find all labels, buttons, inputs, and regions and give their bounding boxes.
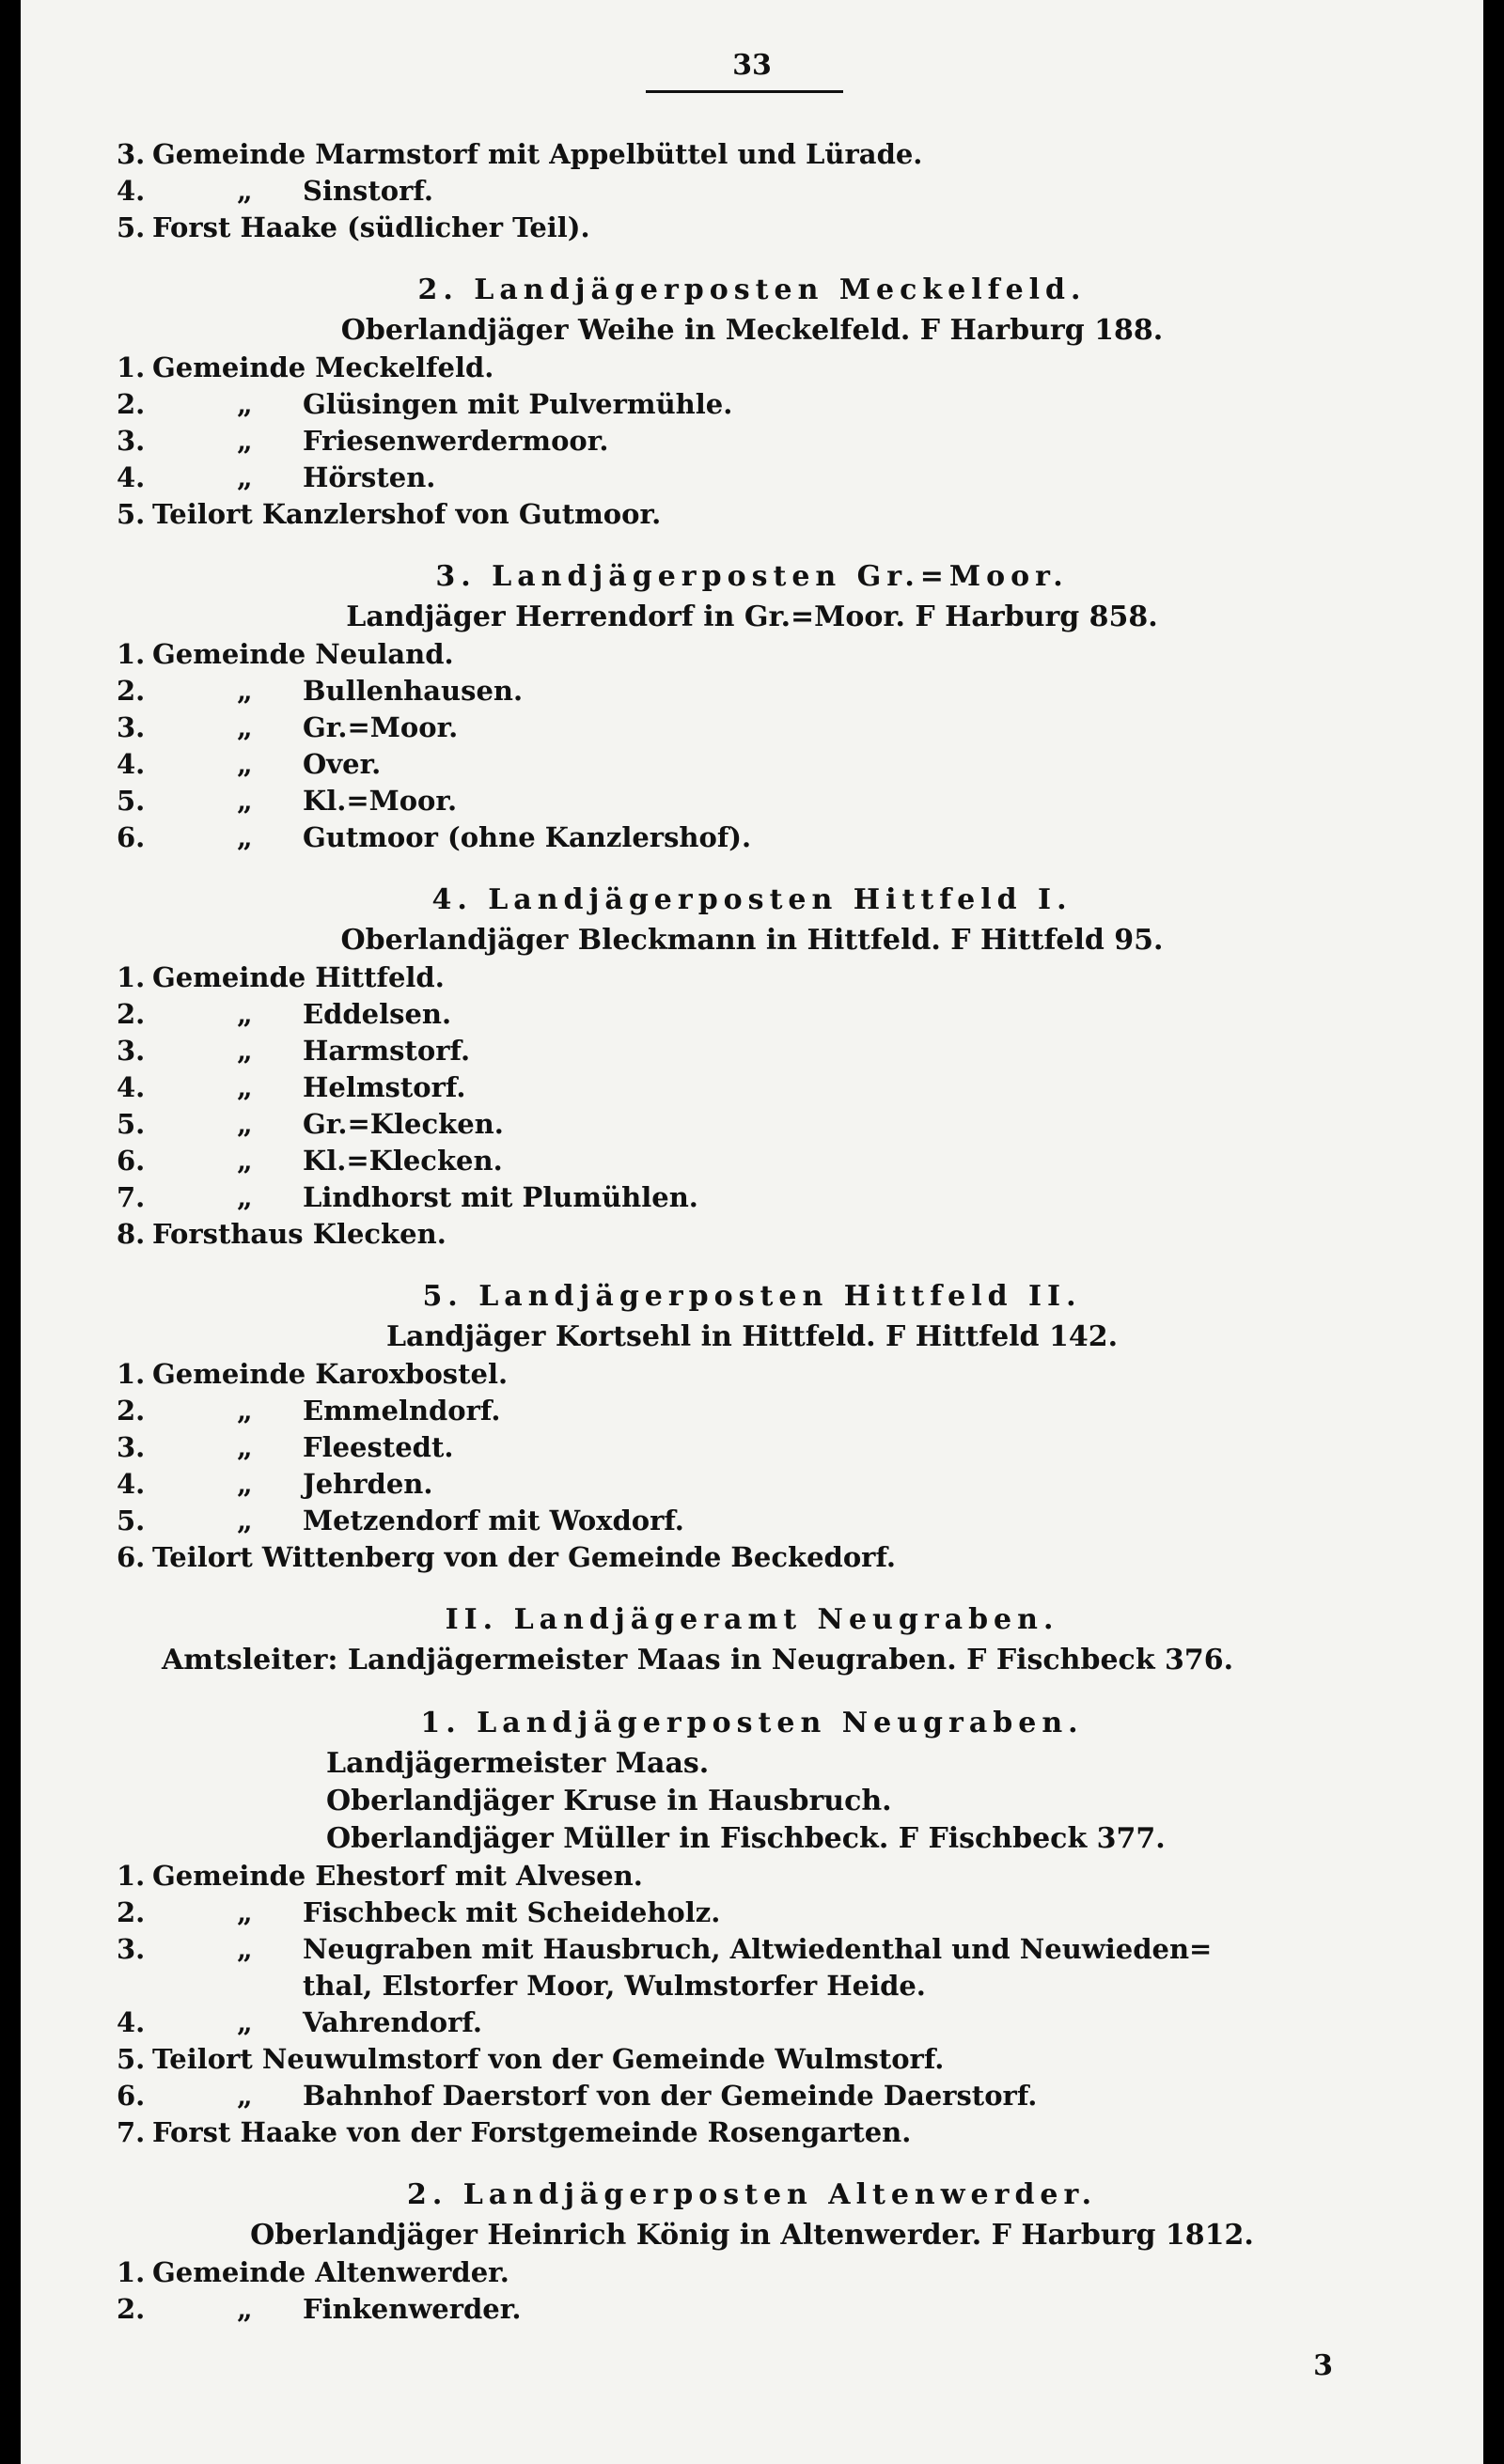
list-item (21, 460, 1483, 496)
ditto-mark: „ (237, 998, 253, 1030)
item-text: Gemeinde Marmstorf mit Appelbüttel und Lürade. (152, 138, 923, 170)
ditto-mark: „ (237, 675, 253, 707)
list-item (21, 2254, 1483, 2291)
item-text: Teilort Kanzlershof von Gutmoor. (152, 498, 662, 530)
item-text: thal, Elstorfer Moor, Wulmstorfer Heide. (303, 1970, 926, 2002)
post-section (21, 856, 1483, 1253)
item-number: 1. (117, 961, 146, 993)
ditto-mark: „ (237, 1896, 253, 1928)
ditto-mark: „ (237, 1505, 253, 1536)
page-number: 33 (732, 49, 772, 82)
signature-mark: 3 (1313, 2349, 1333, 2382)
list-item (21, 1033, 1483, 1069)
item-text: Gemeinde Meckelfeld. (152, 351, 494, 383)
list-item (21, 959, 1483, 996)
item-text: Lindhorst mit Plumühlen. (303, 1181, 698, 1213)
item-text: Finkenwerder. (303, 2293, 522, 2325)
ditto-mark: „ (237, 1145, 253, 1177)
list-item (21, 173, 1483, 210)
ditto-mark: „ (237, 1035, 253, 1067)
ditto-mark: „ (237, 1933, 253, 1965)
item-text: Bahnhof Daerstorf von der Gemeinde Daerstorf. (303, 2080, 1038, 2112)
item-text: Friesenwerdermoor. (303, 425, 609, 457)
item-number: 3. (117, 425, 146, 457)
ditto-mark: „ (237, 821, 253, 853)
item-number: 6. (117, 1145, 146, 1177)
post-section (21, 2151, 1483, 2328)
list-item (21, 996, 1483, 1033)
item-text: Helmstorf. (303, 1071, 466, 1103)
item-number: 5. (117, 1108, 146, 1140)
item-text: Gemeinde Altenwerder. (152, 2256, 509, 2288)
ditto-mark: „ (237, 461, 253, 493)
list-item (21, 1895, 1483, 1931)
item-text: Hörsten. (303, 461, 436, 493)
item-text: Fleestedt. (303, 1431, 454, 1463)
item-text: Vahrendorf. (303, 2006, 482, 2038)
section-items (21, 1858, 1483, 2151)
ditto-mark: „ (237, 388, 253, 420)
list-item (21, 496, 1483, 533)
item-number: 2. (117, 998, 146, 1030)
item-number: 1. (117, 1358, 146, 1390)
item-text: Gemeinde Karoxbostel. (152, 1358, 509, 1390)
section-spacer (21, 1576, 1483, 1589)
post-section (21, 1253, 1483, 1576)
post-section (21, 246, 1483, 533)
list-item (21, 819, 1483, 856)
list-item (21, 1393, 1483, 1429)
post-section (21, 1679, 1483, 2151)
ditto-mark: „ (237, 1395, 253, 1427)
section-title: 1. Landjägerposten Neugraben. (420, 1707, 1084, 1739)
list-item (21, 210, 1483, 246)
item-text: Kl.=Moor. (303, 785, 458, 817)
officer-line: Oberlandjäger Bleckmann in Hittfeld. F Hittfeld 95. (340, 924, 1164, 957)
list-item (21, 386, 1483, 423)
item-number: 5. (117, 2043, 146, 2075)
list-item (21, 1069, 1483, 1106)
item-text: Neugraben mit Hausbruch, Altwiedenthal und Neuwieden= (303, 1933, 1213, 1965)
list-item (21, 423, 1483, 460)
item-number: 2. (117, 2293, 146, 2325)
list-item (21, 350, 1483, 386)
list-item (21, 136, 1483, 173)
item-text: Bullenhausen. (303, 675, 524, 707)
item-text: Eddelsen. (303, 998, 452, 1030)
ditto-mark: „ (237, 1431, 253, 1463)
item-number: 6. (117, 821, 146, 853)
officer-line: Oberlandjäger Weihe in Meckelfeld. F Harburg 188. (340, 314, 1164, 347)
list-item (21, 1503, 1483, 1539)
item-number: 3. (117, 1035, 146, 1067)
section-title: 4. Landjägerposten Hittfeld I. (431, 883, 1073, 916)
list-item (21, 1143, 1483, 1179)
item-number: 4. (117, 748, 146, 780)
list-item (21, 1179, 1483, 1216)
item-number: 2. (117, 675, 146, 707)
item-text: Emmelndorf. (303, 1395, 501, 1427)
list-item (21, 1539, 1483, 1576)
list-item (21, 783, 1483, 819)
item-text: Forst Haake von der Forstgemeinde Rosengarten. (152, 2116, 912, 2148)
officer-line: Oberlandjäger Heinrich König in Altenwerder. F Harburg 1812. (250, 2219, 1254, 2252)
ditto-mark: „ (237, 711, 253, 743)
item-text: Teilort Neuwulmstorf von der Gemeinde Wulmstorf. (152, 2043, 945, 2075)
item-number: 4. (117, 1468, 146, 1500)
item-number: 4. (117, 1071, 146, 1103)
post-section (21, 533, 1483, 856)
ditto-mark: „ (237, 1468, 253, 1500)
item-number: 1. (117, 351, 146, 383)
document-body (21, 136, 1483, 2328)
item-number: 1. (117, 2256, 146, 2288)
officer-line: Landjägermeister Maas. (326, 1747, 710, 1780)
item-number: 7. (117, 2116, 146, 2148)
section-items (21, 636, 1483, 856)
item-number: 4. (117, 175, 146, 207)
list-item (21, 2004, 1483, 2041)
officer-line: Amtsleiter: Landjägermeister Maas in Neugraben. F Fischbeck 376. (162, 1644, 1234, 1676)
item-text: Harmstorf. (303, 1035, 471, 1067)
section-items (21, 2254, 1483, 2328)
post-section (21, 1576, 1483, 1679)
item-number: 2. (117, 1896, 146, 1928)
item-number: 3. (117, 1933, 146, 1965)
item-number: 1. (117, 638, 146, 670)
section-title: 2. Landjägerposten Altenwerder. (406, 2178, 1098, 2211)
section-title: II. Landjägeramt Neugraben. (445, 1603, 1059, 1636)
item-text: Forst Haake (südlicher Teil). (152, 211, 590, 243)
item-number: 7. (117, 1181, 146, 1213)
item-number: 3. (117, 138, 146, 170)
continued-list (21, 136, 1483, 246)
item-text: Sinstorf. (303, 175, 433, 207)
ditto-mark: „ (237, 2080, 253, 2112)
officer-line: Oberlandjäger Kruse in Hausbruch. (326, 1785, 892, 1817)
item-number: 5. (117, 1505, 146, 1536)
ditto-mark: „ (237, 175, 253, 207)
list-item (21, 1466, 1483, 1503)
item-number: 8. (117, 1218, 146, 1250)
officer-line: Landjäger Kortsehl in Hittfeld. F Hittfeld 142. (385, 1320, 1119, 1353)
item-text: Gemeinde Hittfeld. (152, 961, 445, 993)
item-text: Gr.=Klecken. (303, 1108, 504, 1140)
item-text: Fischbeck mit Scheideholz. (303, 1896, 721, 1928)
item-number: 2. (117, 388, 146, 420)
item-text: Gutmoor (ohne Kanzlershof). (303, 821, 752, 853)
list-item (21, 2114, 1483, 2151)
item-text: Kl.=Klecken. (303, 1145, 503, 1177)
item-number: 1. (117, 1860, 146, 1892)
list-item (21, 1356, 1483, 1393)
item-text: Metzendorf mit Woxdorf. (303, 1505, 684, 1536)
section-title: 5. Landjägerposten Hittfeld II. (422, 1280, 1082, 1313)
section-items (21, 350, 1483, 533)
section-items (21, 959, 1483, 1253)
header-rule (646, 90, 843, 93)
ditto-mark: „ (237, 1071, 253, 1103)
item-number: 4. (117, 461, 146, 493)
document-page (21, 0, 1483, 2464)
section-spacer (21, 246, 1483, 259)
list-item (21, 2291, 1483, 2328)
list-item (21, 1858, 1483, 1895)
section-list (21, 246, 1483, 2328)
section-spacer (21, 2151, 1483, 2164)
section-title: 3. Landjägerposten Gr.=Moor. (435, 560, 1069, 593)
list-item (21, 710, 1483, 746)
list-item (21, 1216, 1483, 1253)
ditto-mark: „ (237, 2006, 253, 2038)
item-number: 5. (117, 785, 146, 817)
officer-line: Oberlandjäger Müller in Fischbeck. F Fischbeck 377. (326, 1822, 1166, 1855)
item-text: Over. (303, 748, 382, 780)
ditto-mark: „ (237, 748, 253, 780)
list-item (21, 1968, 1483, 2004)
list-item (21, 1931, 1483, 1968)
list-item (21, 636, 1483, 673)
item-number: 6. (117, 2080, 146, 2112)
item-text: Forsthaus Klecken. (152, 1218, 446, 1250)
item-text: Glüsingen mit Pulvermühle. (303, 388, 733, 420)
item-number: 3. (117, 711, 146, 743)
item-text: Gemeinde Ehestorf mit Alvesen. (152, 1860, 643, 1892)
list-item (21, 673, 1483, 710)
ditto-mark: „ (237, 1181, 253, 1213)
list-item (21, 746, 1483, 783)
item-number: 4. (117, 2006, 146, 2038)
item-text: Gr.=Moor. (303, 711, 459, 743)
item-text: Jehrden. (303, 1468, 433, 1500)
item-number: 2. (117, 1395, 146, 1427)
section-spacer (21, 533, 1483, 546)
item-number: 6. (117, 1541, 146, 1573)
ditto-mark: „ (237, 785, 253, 817)
item-number: 3. (117, 1431, 146, 1463)
item-text: Teilort Wittenberg von der Gemeinde Beckedorf. (152, 1541, 896, 1573)
ditto-mark: „ (237, 425, 253, 457)
item-number: 5. (117, 211, 146, 243)
ditto-mark: „ (237, 1108, 253, 1140)
list-item (21, 2078, 1483, 2114)
item-number: 5. (117, 498, 146, 530)
section-items (21, 1356, 1483, 1576)
list-item (21, 2041, 1483, 2078)
section-spacer (21, 1679, 1483, 1692)
list-item (21, 1106, 1483, 1143)
list-item (21, 1429, 1483, 1466)
officer-line: Landjäger Herrendorf in Gr.=Moor. F Harburg 858. (346, 600, 1158, 633)
section-spacer (21, 1253, 1483, 1266)
section-title: 2. Landjägerposten Meckelfeld. (417, 273, 1087, 306)
section-spacer (21, 856, 1483, 869)
item-text: Gemeinde Neuland. (152, 638, 454, 670)
ditto-mark: „ (237, 2293, 253, 2325)
